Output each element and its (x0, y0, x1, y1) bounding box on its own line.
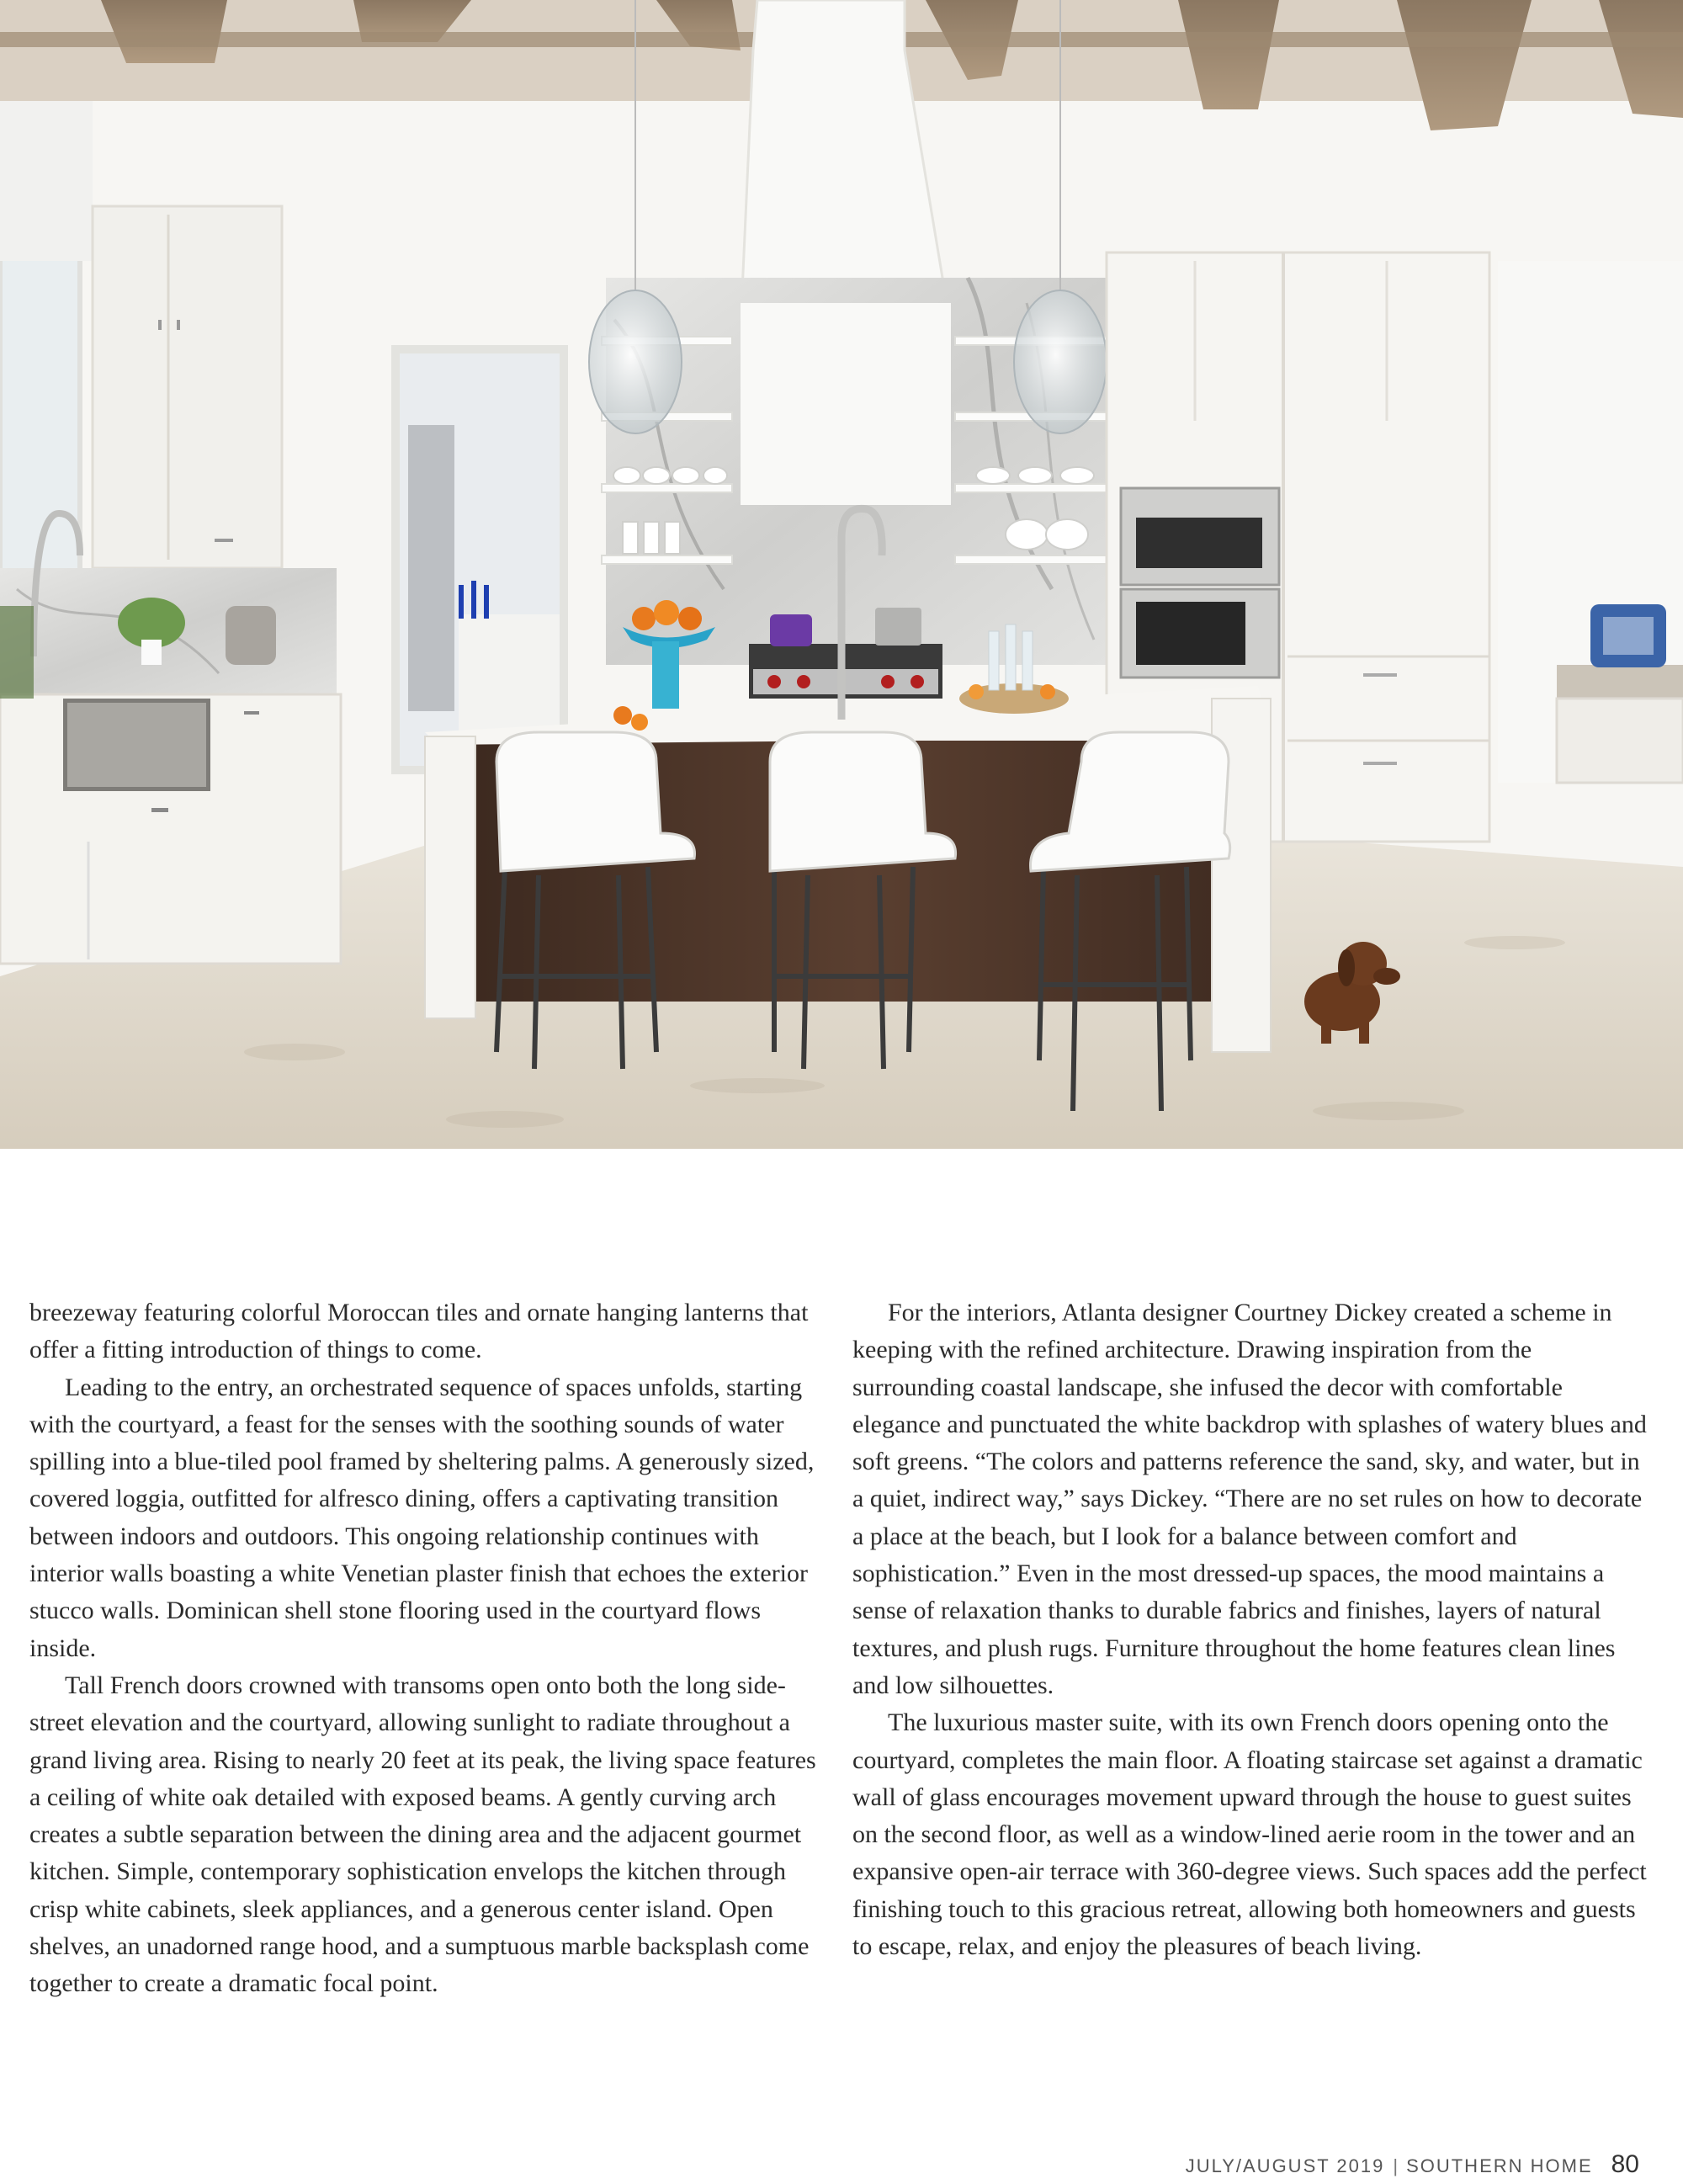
stand-mixer (226, 606, 276, 665)
footer-separator: | (1393, 2155, 1399, 2176)
upper-cabinets (93, 206, 282, 568)
paragraph: For the interiors, Atlanta designer Courtney Dickey created a scheme in keeping with the refined architecture. Drawing inspiration from the surrounding coastal landscape, she infused the decor with comfortable elegance and punctuated the white backdrop with splashes of watery blues and soft greens. “The colors and patterns reference the sand, sky, and water, but in a quiet, indirect way,” says Dickey. “There are no set rules on how to decorate a place at the beach, but I look for a balance between comfort and sophistication.” Even in the most dressed-up spaces, the mood maintains a sense of relaxation thanks to durable fabrics and finishes, layers of natural textures, and plush rugs. Furniture throughout the home features clean lines and low silhouettes. (852, 1299, 1647, 1699)
page-footer (1186, 2150, 1639, 2184)
page-number: 80 (1611, 2150, 1639, 2178)
purple-pot (770, 614, 812, 646)
paragraph: Tall French doors crowned with transoms open onto both the long side-street elevation and the courtyard, allowing sunlight to radiate throughout a grand living area. Rising to nearly 20 feet at its peak, the living space features a ceiling of white oak detailed with exposed beams. A gently curving arch creates a subtle separation between the dining area and the adjacent gourmet kitchen. Simple, contemporary sophistication envelops the kitchen through crisp white cabinets, sleek appliances, and a generous center island. Open shelves, an unadorned range hood, and a sumptuous marble backsplash come together to create a dramatic focal point. (29, 1671, 816, 1998)
issue-date: JULY/AUGUST 2019 (1185, 2155, 1385, 2176)
refrigerator (408, 425, 454, 711)
paragraph: breezeway featuring colorful Moroccan tiles and ornate hanging lanterns that offer a fitting introduction of things to come. (29, 1299, 809, 1364)
article-column-left (29, 1294, 833, 2003)
window-bench (1557, 665, 1683, 699)
paragraph: Leading to the entry, an orchestrated sequence of spaces unfolds, starting with the courtyard, a feast for the senses with the soothing sounds of water spilling into a blue-tiled pool framed by sheltering palms. A generously sized, covered loggia, outfitted for alfresco dining, offers a captivating transition between indoors and outdoors. This ongoing relationship continues with interior walls boasting a white Venetian plaster finish that echoes the exterior stucco walls. Dominican shell stone flooring used in the courtyard flows inside. (29, 1373, 815, 1662)
article-column-right (852, 1294, 1656, 1965)
magazine-name: SOUTHERN HOME (1406, 2155, 1593, 2176)
paragraph: The luxurious master suite, with its own French doors opening onto the courtyard, completes the main floor. A floating staircase set against a dramatic wall of glass encourages movement upward through the house to guest suites on the second floor, as well as a window-lined aerie room in the tower and an expansive open-air terrace with 360-degree views. Such spaces add the perfect finishing touch to this gracious retreat, allowing both homeowners and guests to escape, relax, and enjoy the pleasures of beach living. (852, 1708, 1647, 1961)
